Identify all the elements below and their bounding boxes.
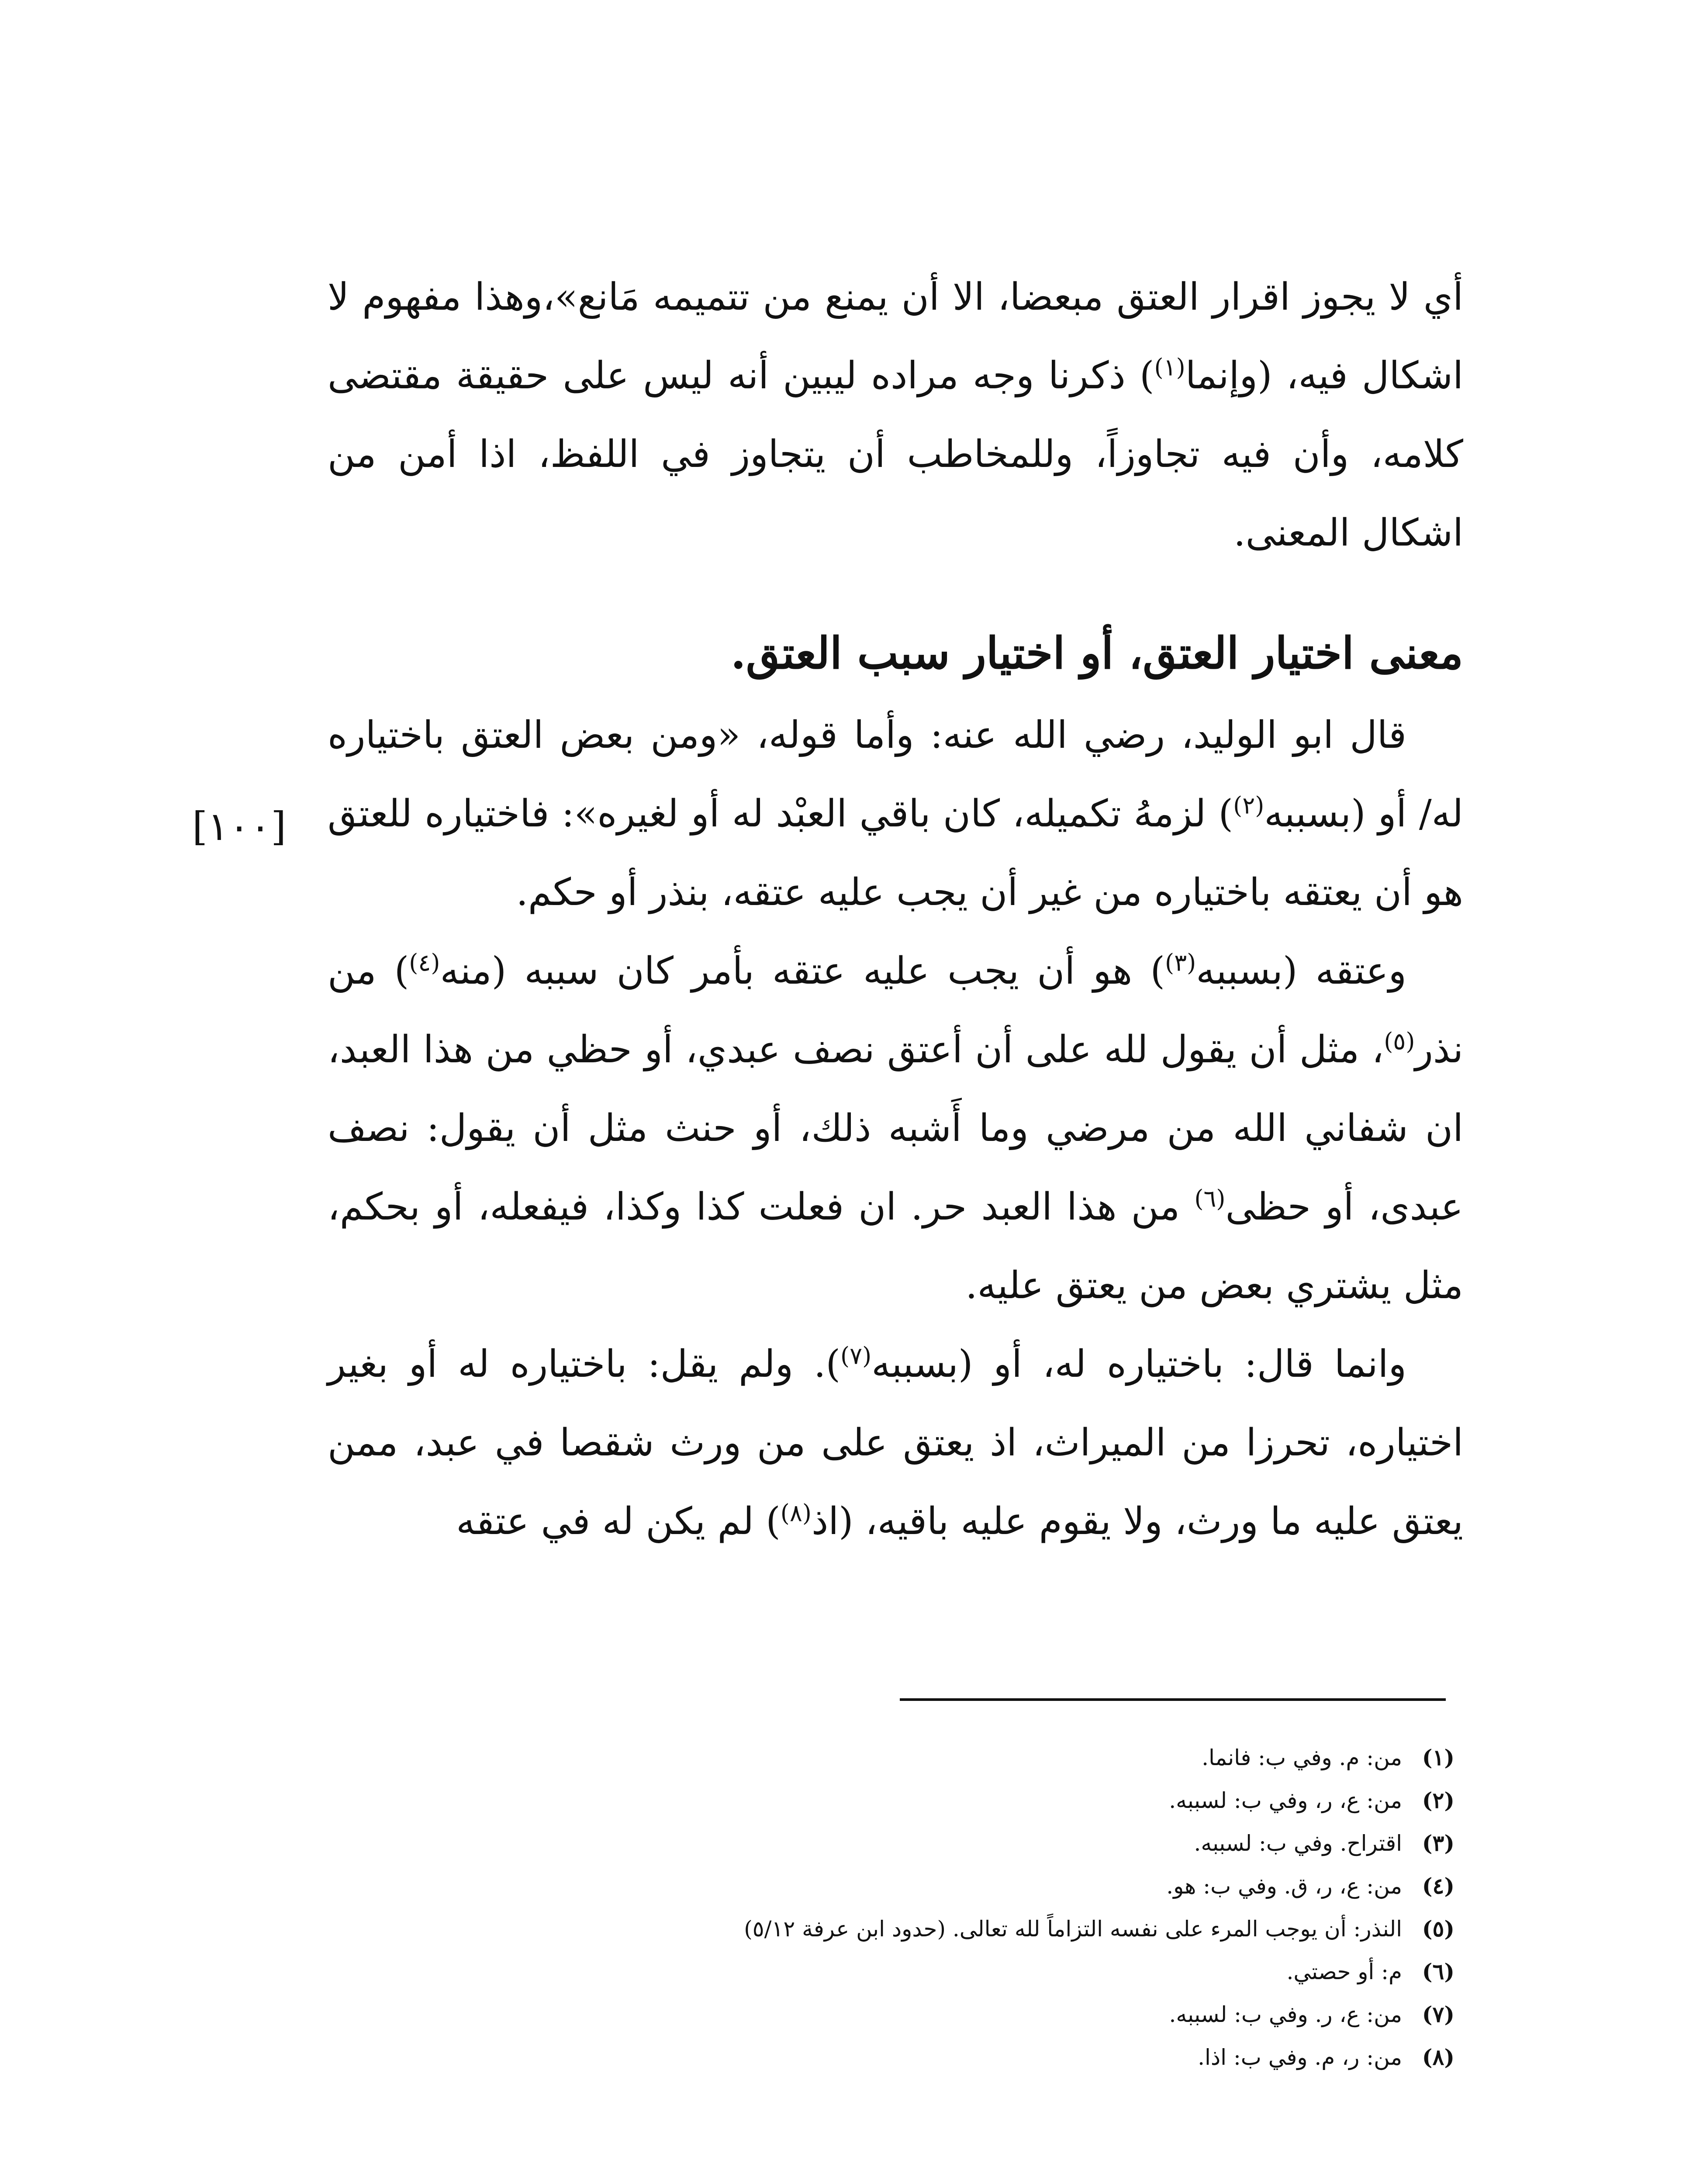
footnote-text: من: ع، ر. وفي ب: لسببه. (1169, 2002, 1402, 2027)
footnote-text: م: أو حصتي. (1286, 1959, 1402, 1984)
footnote-item (480, 1865, 1455, 1908)
footnote-number: (٤) (1422, 1873, 1455, 1899)
main-text (328, 258, 1463, 1561)
footnote-item (480, 2036, 1455, 2079)
footnote-ref-3: (٣) (1165, 949, 1196, 977)
paragraph-1 (328, 258, 1463, 572)
footnote-text: اقتراح. وفي ب: لسببه. (1194, 1831, 1402, 1856)
paragraph-4-text-b: ). ولم يقل: باختياره له أو بغير اختياره، تحرزا من الميراث، اذ يعتق على من ورث شقصا في عبد، ممن يعتق عليه ما ورث، ولا يقوم عليه باقيه، (اذ (328, 1342, 1463, 1543)
footnote-ref-8: (٨) (780, 1499, 812, 1527)
margin-page-reference: [١٠٠] (192, 804, 287, 850)
footnote-number: (٨) (1422, 2044, 1455, 2070)
footnote-number: (٣) (1422, 1830, 1455, 1856)
footnote-item (480, 1908, 1455, 1950)
paragraph-4-text-c: ) لم يكن له في عتقه (456, 1500, 781, 1543)
footnote-item (480, 1736, 1455, 1779)
paragraph-2-text-rest: ) لزمهُ تكميله، كان باقي العبْد له أو لغيره»: فاختياره للعتق هو أن يعتقه باختياره من غير أن يجب عليه عتقه، بنذر أو حكم. (328, 792, 1463, 914)
paragraph-2 (328, 696, 1463, 932)
paragraph-1-text-rest: ) ذكرنا وجه مراده ليبين أنه ليس على حقيقة مقتضى كلامه، وأن فيه تجاوزاً، وللمخاطب أن يتجاوز في اللفظ، اذا أمن من اشكال المعنى. (328, 354, 1463, 555)
footnote-item (480, 1779, 1455, 1822)
footnote-ref-2: (٢) (1233, 791, 1265, 819)
footnote-number: (١) (1422, 1745, 1455, 1770)
footnote-text: النذر: أن يوجب المرء على نفسه التزاماً لله تعالى. (حدود ابن عرفة ٥/١٢) (744, 1916, 1402, 1942)
paragraph-3-text-c: ) من نذر (328, 949, 1463, 1071)
footnote-ref-7: (٧) (840, 1342, 872, 1370)
paragraph-4 (328, 1325, 1463, 1561)
section-heading: معنى اختيار العتق، أو اختيار سبب العتق. (730, 627, 1463, 679)
paragraph-1-text: أي لا يجوز اقرار العتق مبعضا، الا أن يمنع من تتميمه مَانع»،وهذا مفهوم لا اشكال فيه، (وإنما (328, 275, 1463, 397)
footnote-number: (٧) (1422, 2001, 1455, 2027)
footnote-separator (900, 1698, 1446, 1701)
footnote-item (480, 1950, 1455, 1993)
footnotes (480, 1736, 1455, 2079)
paragraph-3-text-b: ) هو أن يجب عليه عتقه بأمر كان سببه (منه (440, 949, 1165, 993)
paragraph-3 (328, 932, 1463, 1325)
paragraph-3-text: وعتقه (بسببه (1196, 949, 1406, 993)
paragraph-2-text: قال ابو الوليد، رضي الله عنه: وأما قوله، «ومن بعض العتق باختياره له/ أو (بسببه (328, 713, 1463, 836)
footnote-text: من: م. وفي ب: فانما. (1202, 1745, 1402, 1770)
footnote-ref-1: (١) (1154, 353, 1185, 381)
footnote-number: (٦) (1422, 1959, 1455, 1984)
footnote-text: من: ع، ر، وفي ب: لسببه. (1169, 1788, 1402, 1813)
footnote-text: من: ر، م. وفي ب: اذا. (1198, 2045, 1402, 2070)
footnote-item (480, 1993, 1455, 2036)
footnote-ref-6: (٦) (1194, 1185, 1226, 1213)
paragraph-3-text-e: من هذا العبد حر. ان فعلت كذا وكذا، فيفعله، أو بحكم، مثل يشتري بعض من يعتق عليه. (328, 1185, 1463, 1307)
paragraph-3-text-d: ، مثل أن يقول لله على أن أعتق نصف عبدي، أو حظي من هذا العبد، ان شفاني الله من مرضي وما أَشبه ذلك، أو حنث مثل أن يقول: نصف عبدى، أو حظى (328, 1028, 1463, 1229)
footnote-number: (٢) (1422, 1787, 1455, 1813)
footnote-ref-4: (٤) (409, 949, 440, 977)
footnote-ref-5: (٥) (1384, 1027, 1415, 1055)
footnote-number: (٥) (1422, 1916, 1455, 1942)
footnote-text: من: ع، ر، ق. وفي ب: هو. (1166, 1873, 1402, 1899)
footnote-item (480, 1822, 1455, 1865)
paragraph-4-text: وانما قال: باختياره له، أو (بسببه (871, 1342, 1406, 1386)
